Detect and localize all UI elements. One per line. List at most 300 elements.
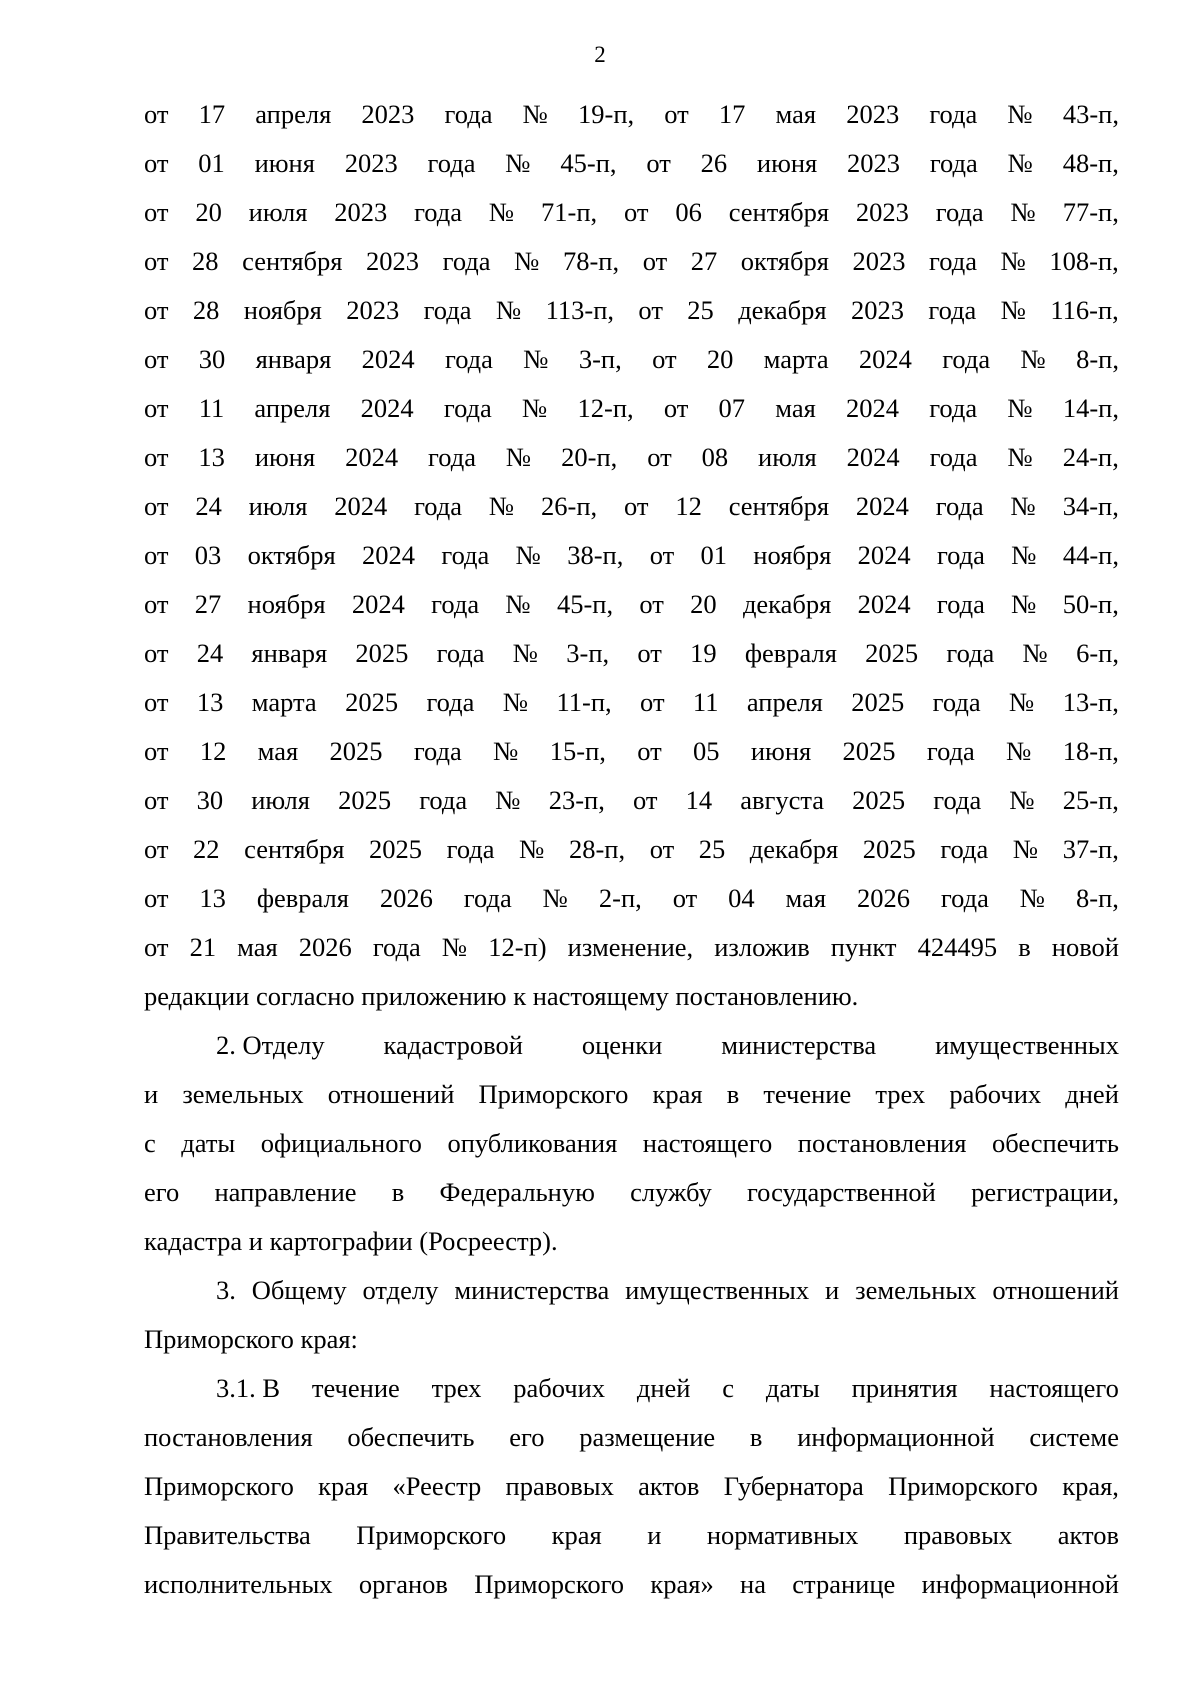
word: оценки — [581, 1030, 663, 1060]
word: 03 — [194, 540, 222, 570]
text-line — [144, 1511, 1119, 1560]
word: 08 — [701, 442, 729, 472]
word: края — [551, 1520, 602, 1550]
word: регистрации, — [971, 1177, 1119, 1207]
word: системе — [1029, 1422, 1119, 1452]
word: октября — [740, 246, 829, 276]
word: постановления — [144, 1422, 313, 1452]
word: № — [515, 540, 541, 570]
word: и — [825, 1275, 840, 1305]
word: Федеральную — [439, 1177, 595, 1207]
word: нормативных — [706, 1520, 859, 1550]
text-line — [144, 531, 1119, 580]
word: направление — [214, 1177, 357, 1207]
word: года — [428, 442, 476, 472]
word: июня — [254, 442, 316, 472]
word: и — [647, 1520, 662, 1550]
word: от — [637, 638, 662, 668]
word: от — [664, 99, 689, 129]
word: № — [488, 197, 515, 227]
word: от — [144, 638, 169, 668]
word: «Реестр — [392, 1471, 482, 1501]
text-line — [144, 1217, 1119, 1266]
word: кадастра и картографии (Росреестр). — [144, 1226, 558, 1256]
word: его — [509, 1422, 545, 1452]
word: земельных — [855, 1275, 977, 1305]
word: ноября — [247, 589, 326, 619]
word: Приморского — [474, 1569, 625, 1599]
text-line — [144, 188, 1119, 237]
word: 11-п, — [556, 687, 612, 717]
word: опубликования — [447, 1128, 618, 1158]
word: № — [1009, 687, 1035, 717]
word: 22 — [193, 834, 220, 864]
word: 01 — [700, 540, 727, 570]
word: 2025 — [329, 736, 383, 766]
word: 12 — [199, 736, 227, 766]
word: от — [144, 589, 169, 619]
word: 48-п, — [1062, 148, 1119, 178]
word: 2023 — [855, 197, 909, 227]
word: от — [624, 491, 649, 521]
word: № — [519, 834, 545, 864]
word: 2023 — [847, 148, 901, 178]
word: 2024 — [345, 442, 399, 472]
word: № — [1010, 197, 1036, 227]
word: обеспечить — [991, 1128, 1119, 1158]
word: № — [1020, 344, 1046, 374]
word: года — [413, 736, 462, 766]
word: 24 — [196, 638, 224, 668]
word: государственной — [746, 1177, 936, 1207]
text-line — [144, 727, 1119, 776]
word: 2023 — [344, 148, 398, 178]
word: информационной — [921, 1569, 1119, 1599]
word: года — [419, 785, 468, 815]
word: года — [929, 442, 978, 472]
word: апреля — [254, 393, 331, 423]
word: № — [1010, 491, 1036, 521]
word: 113-п, — [545, 295, 615, 325]
word: года — [444, 344, 493, 374]
word: года — [929, 393, 978, 423]
word: 26 — [700, 148, 728, 178]
word: органов — [358, 1569, 448, 1599]
word: в — [749, 1422, 763, 1452]
word: 12-п, — [577, 393, 634, 423]
word: 2024 — [846, 442, 900, 472]
word: 15-п, — [549, 736, 606, 766]
word: мая — [257, 736, 299, 766]
word: 13 — [199, 883, 226, 913]
word: 17 — [718, 99, 746, 129]
word: от — [144, 99, 169, 129]
word: от — [663, 393, 689, 423]
word: года — [942, 344, 991, 374]
word: июля — [758, 442, 817, 472]
word: 2024 — [857, 540, 911, 570]
word: 2025 — [862, 834, 916, 864]
word: 3. — [216, 1275, 236, 1305]
word: Правительства — [144, 1520, 311, 1550]
word: 01 — [198, 148, 225, 178]
word: 04 — [728, 883, 755, 913]
word: 2024 — [858, 344, 912, 374]
word: года — [427, 148, 476, 178]
word: 11 — [198, 393, 225, 423]
word: мая — [775, 393, 816, 423]
word: от — [642, 246, 668, 276]
word: от — [640, 687, 665, 717]
word: 27 — [690, 246, 718, 276]
word: Губернатора — [723, 1471, 864, 1501]
word: № — [514, 246, 540, 276]
word: № — [1019, 883, 1046, 913]
word: 45-п, — [556, 589, 614, 619]
word: 34-п, — [1062, 491, 1119, 521]
word: 20 — [690, 589, 717, 619]
word: № — [1012, 834, 1039, 864]
word: от — [144, 295, 169, 325]
word: года — [436, 638, 485, 668]
word: 2025 — [865, 638, 919, 668]
word: 3-п, — [578, 344, 622, 374]
word: 2. Отделу — [216, 1030, 325, 1060]
word: июня — [750, 736, 812, 766]
word: обеспечить — [347, 1422, 475, 1452]
word: принятия — [851, 1373, 958, 1403]
word: настоящего — [989, 1373, 1119, 1403]
word: Приморского — [356, 1520, 507, 1550]
text-line — [144, 1560, 1119, 1609]
word: сентября — [244, 834, 345, 864]
word: от — [144, 785, 169, 815]
word: № — [505, 442, 532, 472]
word: № — [1007, 99, 1033, 129]
word: февраля — [744, 638, 837, 668]
word: 19-п, — [578, 99, 635, 129]
word: 2026 — [379, 883, 433, 913]
word: июня — [756, 148, 818, 178]
word: 2025 — [338, 785, 392, 815]
word: даты — [765, 1373, 820, 1403]
word: рабочих — [949, 1079, 1042, 1109]
word: размещение — [579, 1422, 716, 1452]
word: отделу — [362, 1275, 439, 1305]
word: 116-п, — [1050, 295, 1119, 325]
word: от — [144, 687, 169, 717]
text-line — [144, 90, 1119, 139]
text-line — [144, 1315, 1119, 1364]
word: Приморского — [478, 1079, 629, 1109]
word: 25 — [687, 295, 714, 325]
word: информационной — [797, 1422, 995, 1452]
word: № — [488, 491, 515, 521]
word: года — [926, 736, 975, 766]
word: в — [726, 1079, 740, 1109]
word: 71-п, — [541, 197, 598, 227]
word: года — [946, 638, 995, 668]
word: 28 — [192, 246, 219, 276]
word: 20 — [195, 197, 222, 227]
word: августа — [740, 785, 825, 815]
word: 108-п, — [1049, 246, 1119, 276]
word: от — [647, 442, 672, 472]
word: службу — [630, 1177, 712, 1207]
word: 38-п, — [567, 540, 624, 570]
word: странице — [792, 1569, 896, 1599]
word: года — [940, 834, 989, 864]
word: мая — [237, 932, 278, 962]
word: № — [1007, 393, 1033, 423]
word: 8-п, — [1076, 344, 1119, 374]
word: апреля — [746, 687, 823, 717]
word: № — [1006, 736, 1032, 766]
word: ноября — [243, 295, 322, 325]
word: сентября — [728, 197, 830, 227]
word: края — [318, 1471, 369, 1501]
word: декабря — [749, 834, 839, 864]
word: от — [144, 883, 169, 913]
word: 11 — [692, 687, 719, 717]
word: № — [493, 736, 519, 766]
word: края» — [650, 1569, 714, 1599]
word: года — [936, 589, 985, 619]
word: 20-п, — [561, 442, 618, 472]
word: дней — [636, 1373, 691, 1403]
word: от — [144, 736, 169, 766]
word: 14 — [685, 785, 713, 815]
word: редакции согласно приложению к настоящему постановлению. — [144, 981, 859, 1011]
word: № — [1000, 295, 1027, 325]
word: Общему — [251, 1275, 347, 1305]
word: течение — [311, 1373, 400, 1403]
text-line — [144, 1413, 1119, 1462]
word: 2024 — [360, 393, 414, 423]
word: № — [502, 687, 529, 717]
word: 50-п, — [1062, 589, 1119, 619]
word: 2024 — [334, 491, 388, 521]
word: 2025 — [369, 834, 423, 864]
word: официального — [260, 1128, 422, 1158]
word: июня — [254, 148, 315, 178]
text-line — [144, 1462, 1119, 1511]
word: от — [144, 442, 169, 472]
word: года — [933, 785, 982, 815]
word: 45-п, — [560, 148, 617, 178]
word: года — [936, 540, 985, 570]
word: с — [144, 1128, 156, 1158]
text-line — [144, 237, 1119, 286]
word: декабря — [738, 295, 827, 325]
word: трех — [431, 1373, 482, 1403]
text-line — [144, 1168, 1119, 1217]
word: № — [505, 589, 531, 619]
word: от — [144, 491, 169, 521]
word: № — [1022, 638, 1048, 668]
word: актов — [1057, 1520, 1119, 1550]
word: № — [495, 295, 522, 325]
word: 2024 — [351, 589, 405, 619]
word: 25 — [698, 834, 726, 864]
word: года — [372, 932, 421, 962]
word: года — [935, 197, 984, 227]
word: 43-п, — [1062, 99, 1119, 129]
word: года — [929, 246, 977, 276]
text-line — [144, 874, 1119, 923]
word: края, — [1062, 1471, 1119, 1501]
text-line — [144, 580, 1119, 629]
word: от — [144, 197, 169, 227]
word: 2024 — [361, 344, 415, 374]
word: года — [928, 295, 977, 325]
word: 06 — [675, 197, 702, 227]
word: от — [144, 932, 169, 962]
word: кадастровой — [383, 1030, 523, 1060]
word: января — [255, 344, 332, 374]
word: марта — [763, 344, 829, 374]
word: № — [495, 785, 521, 815]
word: 2026 — [856, 883, 910, 913]
word: октября — [247, 540, 336, 570]
word: 6-п, — [1076, 638, 1119, 668]
word: актов — [638, 1471, 700, 1501]
word: 25-п, — [1062, 785, 1119, 815]
word: 2025 — [852, 785, 906, 815]
word: от — [649, 834, 675, 864]
word: 28-п, — [568, 834, 626, 864]
word: года — [414, 491, 463, 521]
word: марта — [251, 687, 317, 717]
text-line — [144, 1119, 1119, 1168]
text-line — [144, 1070, 1119, 1119]
word: № — [542, 883, 568, 913]
word: года — [431, 589, 480, 619]
word: года — [414, 197, 463, 227]
word: от — [624, 197, 649, 227]
word: 13 — [198, 442, 225, 472]
word: года — [444, 99, 493, 129]
word: от — [144, 148, 169, 178]
word: 13 — [196, 687, 224, 717]
word: № — [1007, 148, 1033, 178]
text-line — [144, 678, 1119, 727]
word: 2023 — [334, 197, 388, 227]
word: постановления — [797, 1128, 967, 1158]
word: трех — [875, 1079, 926, 1109]
word: 24-п, — [1062, 442, 1119, 472]
word: Приморского — [888, 1471, 1038, 1501]
word: 37-п, — [1062, 834, 1119, 864]
word: 20 — [706, 344, 734, 374]
word: № — [522, 393, 548, 423]
word: 24 — [195, 491, 222, 521]
word: от — [144, 246, 169, 276]
word: 12-п) — [488, 932, 547, 962]
word: 3.1. В — [216, 1373, 281, 1403]
word: 30 — [196, 785, 224, 815]
word: 2-п, — [598, 883, 642, 913]
word: года — [935, 491, 984, 521]
word: течение — [763, 1079, 852, 1109]
word: земельных — [182, 1079, 304, 1109]
word: министерства — [454, 1275, 610, 1305]
word: 2024 — [846, 393, 899, 423]
word: от — [144, 344, 169, 374]
word: № — [1009, 785, 1035, 815]
text-line — [144, 335, 1119, 384]
word: 05 — [693, 736, 720, 766]
word: 26-п, — [541, 491, 598, 521]
word: 07 — [718, 393, 746, 423]
word: от — [649, 540, 675, 570]
word: отношений — [327, 1079, 455, 1109]
word: года — [463, 883, 512, 913]
word: от — [652, 344, 677, 374]
word: № — [522, 99, 548, 129]
word: 2025 — [345, 687, 399, 717]
word: имущественных — [625, 1275, 810, 1305]
word: 17 — [198, 99, 226, 129]
word: года — [426, 687, 475, 717]
word: 8-п, — [1076, 883, 1119, 913]
word: 77-п, — [1062, 197, 1119, 227]
word: края — [652, 1079, 703, 1109]
word: 2024 — [857, 589, 911, 619]
word: года — [441, 540, 490, 570]
word: изменение, — [567, 932, 694, 962]
word: от — [672, 883, 698, 913]
word: мая — [775, 99, 817, 129]
word: от — [144, 393, 169, 423]
word: изложив — [714, 932, 810, 962]
word: правовых — [903, 1520, 1013, 1550]
document-body — [144, 90, 1119, 1609]
word: 13-п, — [1062, 687, 1119, 717]
word: новой — [1051, 932, 1119, 962]
word: 27 — [194, 589, 222, 619]
word: 30 — [198, 344, 226, 374]
word: апреля — [255, 99, 332, 129]
word: № — [512, 638, 539, 668]
word: года — [443, 393, 492, 423]
word: 14-п, — [1062, 393, 1119, 423]
word: № — [523, 344, 549, 374]
text-line — [144, 482, 1119, 531]
word: 2024 — [362, 540, 416, 570]
word: от — [144, 834, 169, 864]
text-line — [144, 286, 1119, 335]
word: и — [144, 1079, 159, 1109]
word: декабря — [742, 589, 832, 619]
text-line — [144, 433, 1119, 482]
text-line — [144, 923, 1119, 972]
word: настоящего — [642, 1128, 773, 1158]
text-line — [144, 972, 1119, 1021]
word: Приморского края: — [144, 1324, 358, 1354]
word: 12 — [675, 491, 702, 521]
page-number: 2 — [594, 42, 606, 67]
word: 2025 — [851, 687, 905, 717]
word: 18-п, — [1062, 736, 1119, 766]
word: министерства — [721, 1030, 877, 1060]
word: 2023 — [346, 295, 400, 325]
word: правовых — [505, 1471, 614, 1501]
word: февраля — [256, 883, 349, 913]
word: с — [722, 1373, 735, 1403]
word: 2023 — [846, 99, 900, 129]
word: имущественных — [935, 1030, 1119, 1060]
